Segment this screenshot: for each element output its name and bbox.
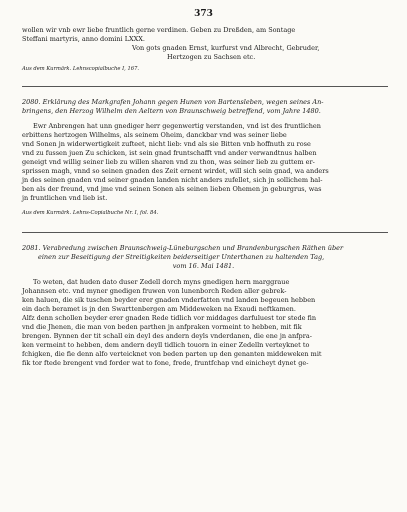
source-citation: Aus dem Kurmärk. Lehns-Copialbuche Nr. I, fol. 84.: [22, 210, 159, 216]
section-divider: [22, 232, 388, 233]
body-line: Alfz denn schollen beyder erer gnaden Rede tidlich vor middages darfuluest tor stede fin: [22, 314, 317, 322]
body-line: vnd Sonen jn widerwertigkeit zufteet, nicht lieb: vnd als sie Bitten vnb hoffnuth zu rose: [22, 140, 311, 148]
signature-line: Von gots gnaden Ernst, kurfurst vnd Albrecht, Gebruder,: [132, 44, 320, 52]
body-line: brengen. Bynnen der tit schall ein deyl des andern deyls vnderdanen, die ene jn anfpra-: [22, 332, 312, 340]
body-line: fchigken, die fie denn alfo verteicknet von beden parten up den genanten middeweken mit: [22, 350, 322, 358]
body-line: jn des seinen gnaden vnd seiner gnaden landen nicht anders zufellet, sich jn sollichem hal-: [22, 176, 323, 184]
body-line: To weten, dat huden dato duser Zedell dorch myns gnedigen hern marggraue: [33, 278, 290, 286]
body-line: vnd die Jhenen, die man von beden parthen jn anfpraken vormeint to hebben, mit fik: [22, 323, 302, 331]
body-line: ken haluen, die sik tuschen beyder erer gnaden vnderfatten vnd landen begeuen hebben: [22, 296, 316, 304]
document-heading: vom 16. Mai 1481.: [172, 262, 235, 270]
body-line: ben als der freund, vnd jme vnd seinen Sonen als seinen lieben Ohemen jn geburgrus, was: [22, 185, 322, 193]
body-line: vnd zu fussen juen Zu schicken, ist sein gnad fruntschafft vnd ander verwandtnus halben: [22, 149, 317, 157]
document-heading: 2080. Erklärung des Markgrafen Johann gegen Hunen von Bartensleben, wegen seines An-: [22, 98, 324, 106]
page-number: 373: [194, 9, 213, 19]
block1-line: Steffani martyris, anno domini LXXX.: [22, 35, 145, 43]
signature-line: Hertzogen zu Sachsen etc.: [167, 53, 256, 61]
body-line: jn fruntlichen vnd lieb ist.: [22, 194, 108, 202]
section-divider: [22, 86, 388, 87]
body-line: fik tor ftede brengent vnd forder wat to fone, frede, fruntfchap vnd einicheyt dynet ge-: [22, 359, 309, 367]
document-heading: einen zur Beseitigung der Streitigkeiten beiderseitiger Unterthanen zu haltenden Tag,: [38, 253, 325, 261]
body-line: sprissen magh, vnnd so seinen gnaden des Zeit ernent wirdet, will sich sein gnad, wa anders: [22, 167, 329, 175]
document-heading: 2081. Verabredung zwischen Braunschweig-Lüneburgschen und Brandenburgschen Räthen über: [22, 244, 344, 252]
source-citation: Aus dem Kurmärk. Lehnscopialbuche I, 167.: [22, 66, 140, 72]
body-line: erbittens hertzogen Wilhelms, als seinem Oheim, danckbar vnd was seiner liebe: [22, 131, 287, 139]
body-line: geneigt vnd willig seiner lieb zu willen sharen vnd zu thon, was seiner lieb zu guttem er-: [22, 158, 315, 166]
body-line: ken vermeint to hebben, dem andern deyll tidlich touorn in einer Zedelln verteyknet to: [22, 341, 310, 349]
body-line: ein dach beramet is jn den Swarttenbergen am Middeweken na Exaudi neftkamen.: [22, 305, 296, 313]
body-line: Ewr Anbrengen hat unn gnediger herr gegenwertig verstanden, vnd ist des fruntlichen: [33, 122, 321, 130]
block1-line: wollen wir vnb ewr liebe fruntlich gerne verdinen. Geben zu Dreßden, am Sontage: [22, 26, 296, 34]
document-heading: bringens, den Herzog Wilhelm den Aeltern von Braunschweig betreffend, vom Jahre 1480.: [22, 107, 321, 115]
body-line: Johannsen etc. vnd myner gnedigen fruwen von lunenborch Reden aller gebrek-: [22, 287, 287, 295]
